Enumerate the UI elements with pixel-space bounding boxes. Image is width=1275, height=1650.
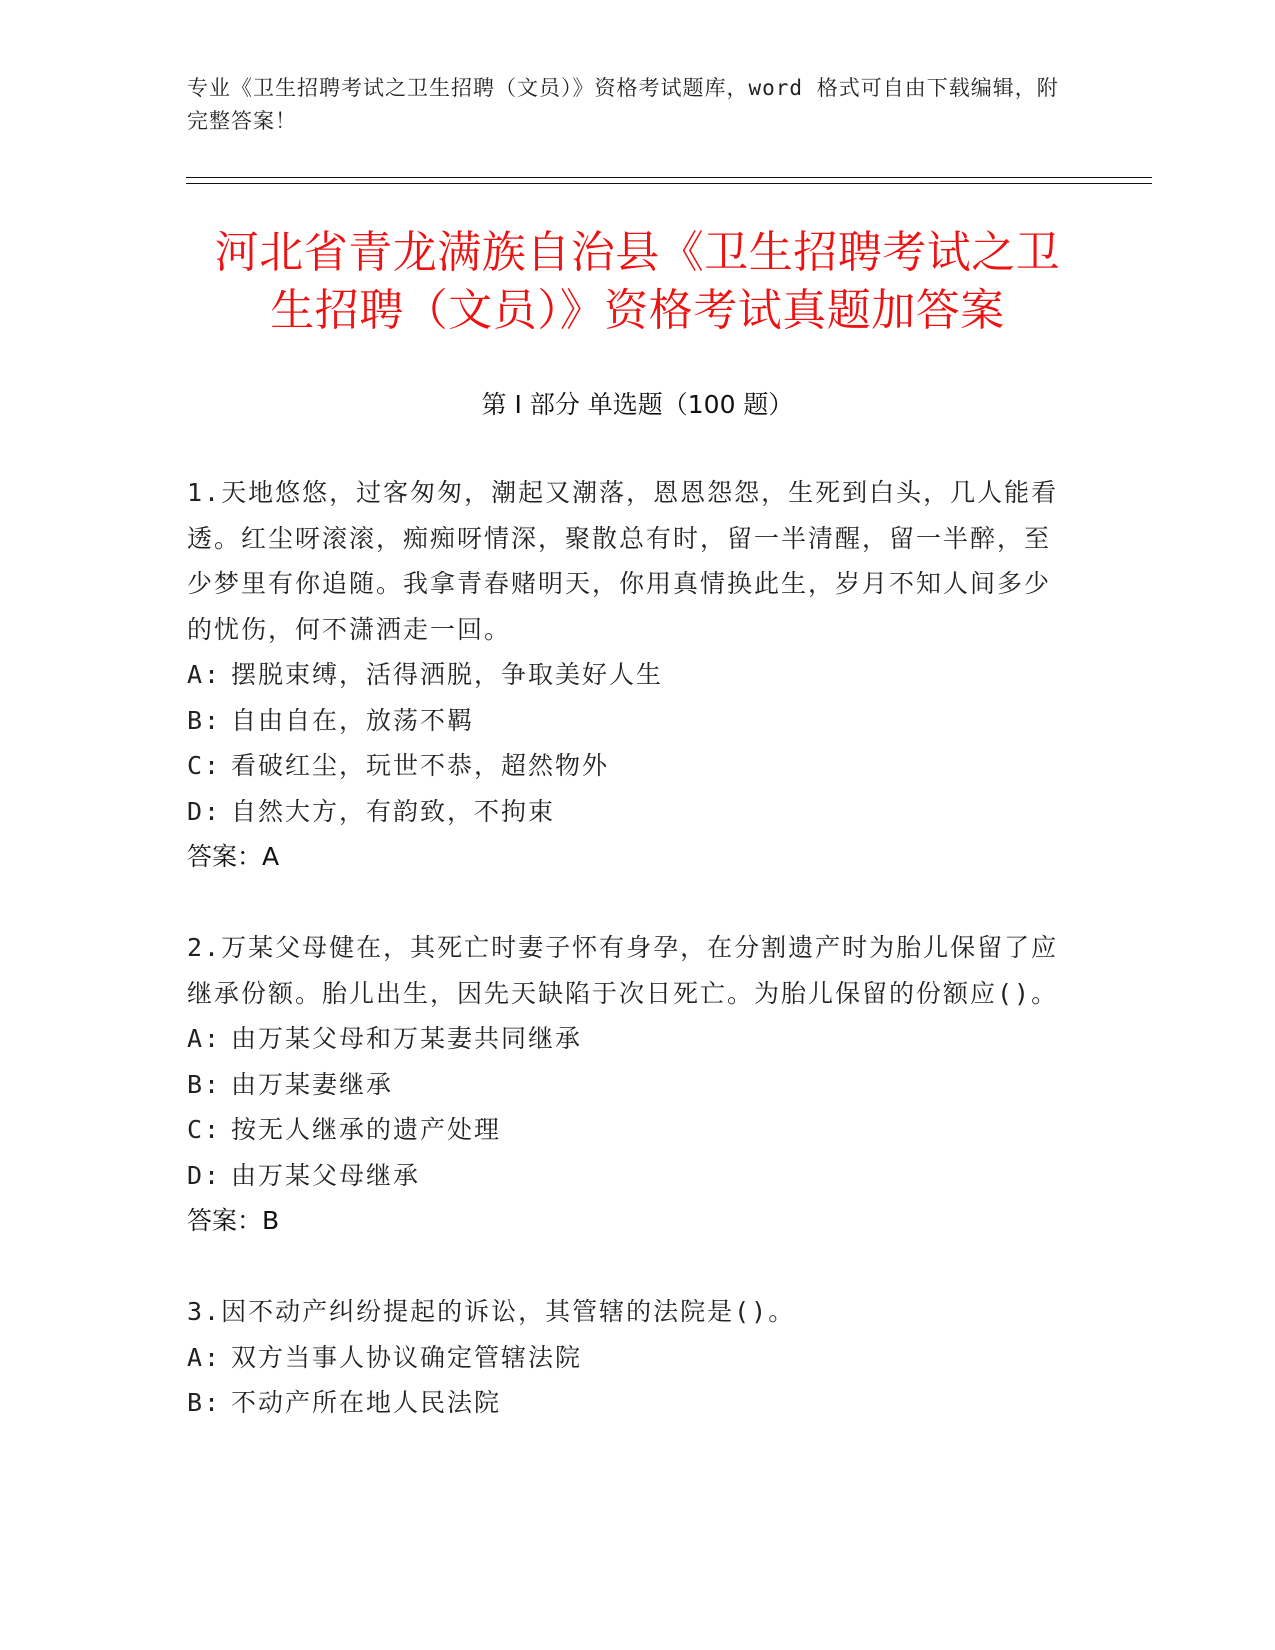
answer-label: 答案：: [187, 1206, 263, 1235]
option-text: 由万某父母继承: [231, 1160, 421, 1190]
option-d: [187, 789, 1067, 835]
option-text: 摆脱束缚，活得洒脱，争取美好人生: [231, 660, 664, 689]
answer-label: 答案：: [187, 842, 263, 871]
option-text: 自然大方，有韵致，不拘束: [231, 796, 556, 826]
question-3: [187, 1289, 1067, 1426]
option-key: B:: [187, 1388, 222, 1417]
answer-value: B: [262, 1206, 280, 1235]
option-key: A:: [187, 1024, 222, 1053]
option-a: [187, 652, 1067, 698]
document-title-line-2: 生招聘（文员）》资格考试真题加答案: [270, 285, 1005, 336]
section-title: 第 I 部分 单选题（100 题）: [481, 390, 794, 419]
option-text: 按无人继承的遗产处理: [231, 1115, 502, 1144]
option-key: D:: [187, 796, 222, 826]
option-key: B:: [187, 1069, 222, 1099]
question-2: [187, 925, 1067, 1244]
header-divider-top: [186, 177, 1152, 178]
header-note: 专业《卫生招聘考试之卫生招聘（文员）》资格考试题库，word 格式可自由下载编辑，附完整答案！: [187, 76, 1059, 133]
answer-value: A: [262, 842, 280, 871]
header-divider-bottom: [186, 183, 1152, 184]
option-key: C:: [187, 1115, 222, 1144]
answer-line: [187, 834, 1067, 880]
option-key: C:: [187, 751, 222, 780]
document-title-line-1: 河北省青龙满族自治县《卫生招聘考试之卫: [214, 227, 1061, 278]
option-a: [187, 1016, 1067, 1062]
option-c: [187, 743, 1067, 789]
option-key: B:: [187, 705, 222, 735]
option-text: 由万某妻继承: [231, 1069, 394, 1099]
question-list: [187, 470, 1067, 1471]
answer-line: [187, 1198, 1067, 1244]
question-1: [187, 470, 1067, 880]
option-b: [187, 1380, 1067, 1426]
document-title: [150, 224, 1125, 340]
option-b: [187, 698, 1067, 744]
option-b: [187, 1062, 1067, 1108]
option-key: A:: [187, 660, 222, 689]
option-d: [187, 1153, 1067, 1199]
option-text: 不动产所在地人民法院: [231, 1388, 502, 1417]
option-text: 看破红尘，玩世不恭，超然物外: [231, 751, 610, 780]
option-text: 由万某父母和万某妻共同继承: [231, 1024, 583, 1053]
option-text: 双方当事人协议确定管辖法院: [231, 1342, 583, 1372]
option-key: D:: [187, 1160, 222, 1190]
option-a: [187, 1335, 1067, 1381]
question-text: 2.万某父母健在，其死亡时妻子怀有身孕，在分割遗产时为胎儿保留了应继承份额。胎儿出生，因先天缺陷于次日死亡。为胎儿保留的份额应()。: [187, 933, 1059, 1008]
option-text: 自由自在，放荡不羁: [231, 705, 475, 735]
option-key: A:: [187, 1342, 222, 1372]
question-text: 3.因不动产纠纷提起的诉讼，其管辖的法院是()。: [187, 1297, 796, 1326]
question-text: 1.天地悠悠，过客匆匆，潮起又潮落，恩恩怨怨，生死到白头，几人能看透。红尘呀滚滚，痴痴呀情深，聚散总有时，留一半清醒，留一半醉，至少梦里有你追随。我拿青春赌明天，你用真情换此生，岁月不知人间多少的忧伤，何不潇洒走一回。: [187, 478, 1059, 644]
option-c: [187, 1107, 1067, 1153]
